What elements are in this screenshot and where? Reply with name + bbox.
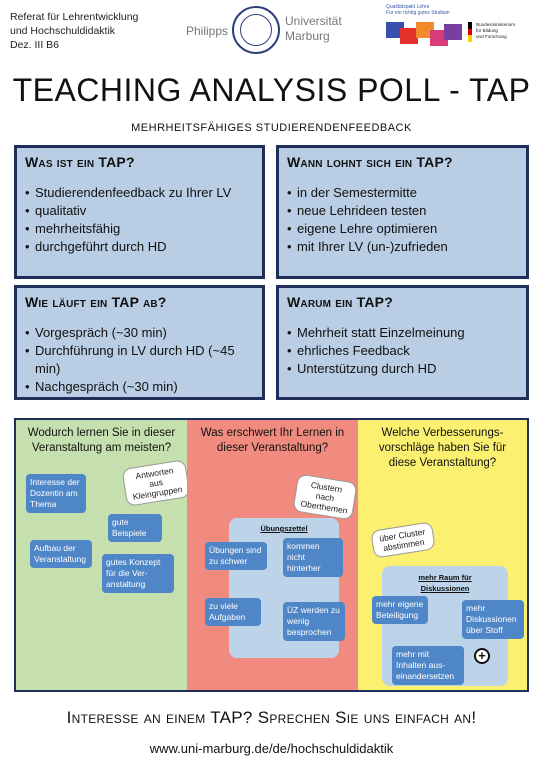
list-item: • Mehrheit statt Einzelmeinung [287,324,518,342]
dept-line: Dez. III B6 [10,39,60,51]
bmbf-line: und Forschung [476,34,507,39]
university-seal-icon [232,6,280,54]
box-title: Warum ein TAP? [287,294,393,310]
column-suggestions [358,420,527,690]
sticky-note: zu viele Aufgaben [205,598,261,626]
list-item: • neue Lehrideen testen [287,202,518,220]
subtitle-text: MEHRHEITSFÄHIGES STUDIERENDENFEEDBACK [131,122,412,134]
box-title: Wie läuft ein TAP ab? [25,294,167,310]
column-question: Welche Verbesserungs-vorschläge haben Sie für diese Veranstaltung? [378,427,507,469]
department-name [10,10,170,52]
sticky-note: gute Beispiele [108,514,162,542]
university-name-right [285,14,342,44]
box-title: Was ist ein TAP? [25,154,135,170]
dept-line: und Hochschuldidaktik [10,25,116,37]
note-small-groups: Antworten aus Kleingruppen [121,459,190,507]
info-box-what [14,145,265,279]
sticky-note: Interesse der Dozentin am Thema [26,474,86,513]
list-item: • eigene Lehre optimieren [287,220,518,238]
column-difficulties [187,420,358,690]
page-subtitle [0,120,543,134]
sticky-note: mehr mit Inhalten aus-einandersetzen [392,646,464,685]
list-item: • Studierendenfeedback zu Ihrer LV [25,184,254,202]
note-voting: über Cluster abstimmen [370,521,436,558]
box-list [287,184,518,256]
call-to-action [0,708,543,728]
qp-line: Für ein richtig gutes Studium [386,10,450,16]
column-question: Was erschwert Ihr Lernen in dieser Veranstaltung? [200,427,345,454]
box-title: Wann lohnt sich ein TAP? [287,154,453,170]
uni-word: Universität [285,14,342,28]
feedback-process-panel [14,418,529,692]
info-box-when [276,145,529,279]
box-list [287,324,518,378]
bmbf-logo [476,22,538,40]
sticky-note: mehr eigene Beteiligung [372,596,428,624]
list-item: • in der Semestermitte [287,184,518,202]
qualitaetspakt-logo [386,4,466,64]
plus-vote-icon: + [474,648,490,664]
qp-line: Qualitätspakt Lehre [386,4,430,10]
sticky-note: Übungen sind zu schwer [205,542,267,570]
cluster-title: Übungszettel [260,524,308,533]
list-item: • qualitativ [25,202,254,220]
note-clustering: Clustern nach Oberthemen [292,474,357,521]
website-url[interactable]: www.uni-marburg.de/de/hochschuldidaktik [149,741,394,756]
sticky-note: Aufbau der Veranstaltung [30,540,92,568]
cluster-title: mehr Raum für Diskussionen [418,573,472,593]
university-name-left: Philipps [186,24,229,38]
info-box-why [276,285,529,400]
list-item: • mit Ihrer LV (un-)zufrieden [287,238,518,256]
list-item: • Durchführung in LV durch HD (~45 min) [25,342,254,378]
german-flag-icon [468,22,472,42]
dept-line: Referat für Lehrentwicklung [10,11,139,23]
bmbf-line: für Bildung [476,28,498,33]
sticky-note: mehr Diskussionen über Stoff [462,600,524,639]
list-item: • Vorgespräch (~30 min) [25,324,254,342]
bmbf-line: Bundesministerium [476,22,516,27]
page-title: TEACHING ANALYSIS POLL - TAP [12,72,531,108]
call-to-action-text: Interesse an einem TAP? Sprechen Sie uns einfach an! [66,708,477,727]
logo-square-icon [444,24,462,40]
list-item: • Nachgespräch (~30 min) [25,378,254,396]
column-learning [16,420,187,690]
sticky-note: kommen nicht hinterher [283,538,343,577]
info-box-how [14,285,265,400]
list-item: • durchgeführt durch HD [25,238,254,256]
box-list [25,324,254,396]
list-item: • ehrliches Feedback [287,342,518,360]
sticky-note: ÜZ werden zu wenig besprochen [283,602,345,641]
column-question: Wodurch lernen Sie in dieser Veranstaltung am meisten? [27,427,176,454]
list-item: • Unterstützung durch HD [287,360,518,378]
list-item: • mehrheitsfähig [25,220,254,238]
box-list [25,184,254,256]
sticky-note: gutes Konzept für die Ver-anstaltung [102,554,174,593]
uni-word: Marburg [285,29,330,43]
